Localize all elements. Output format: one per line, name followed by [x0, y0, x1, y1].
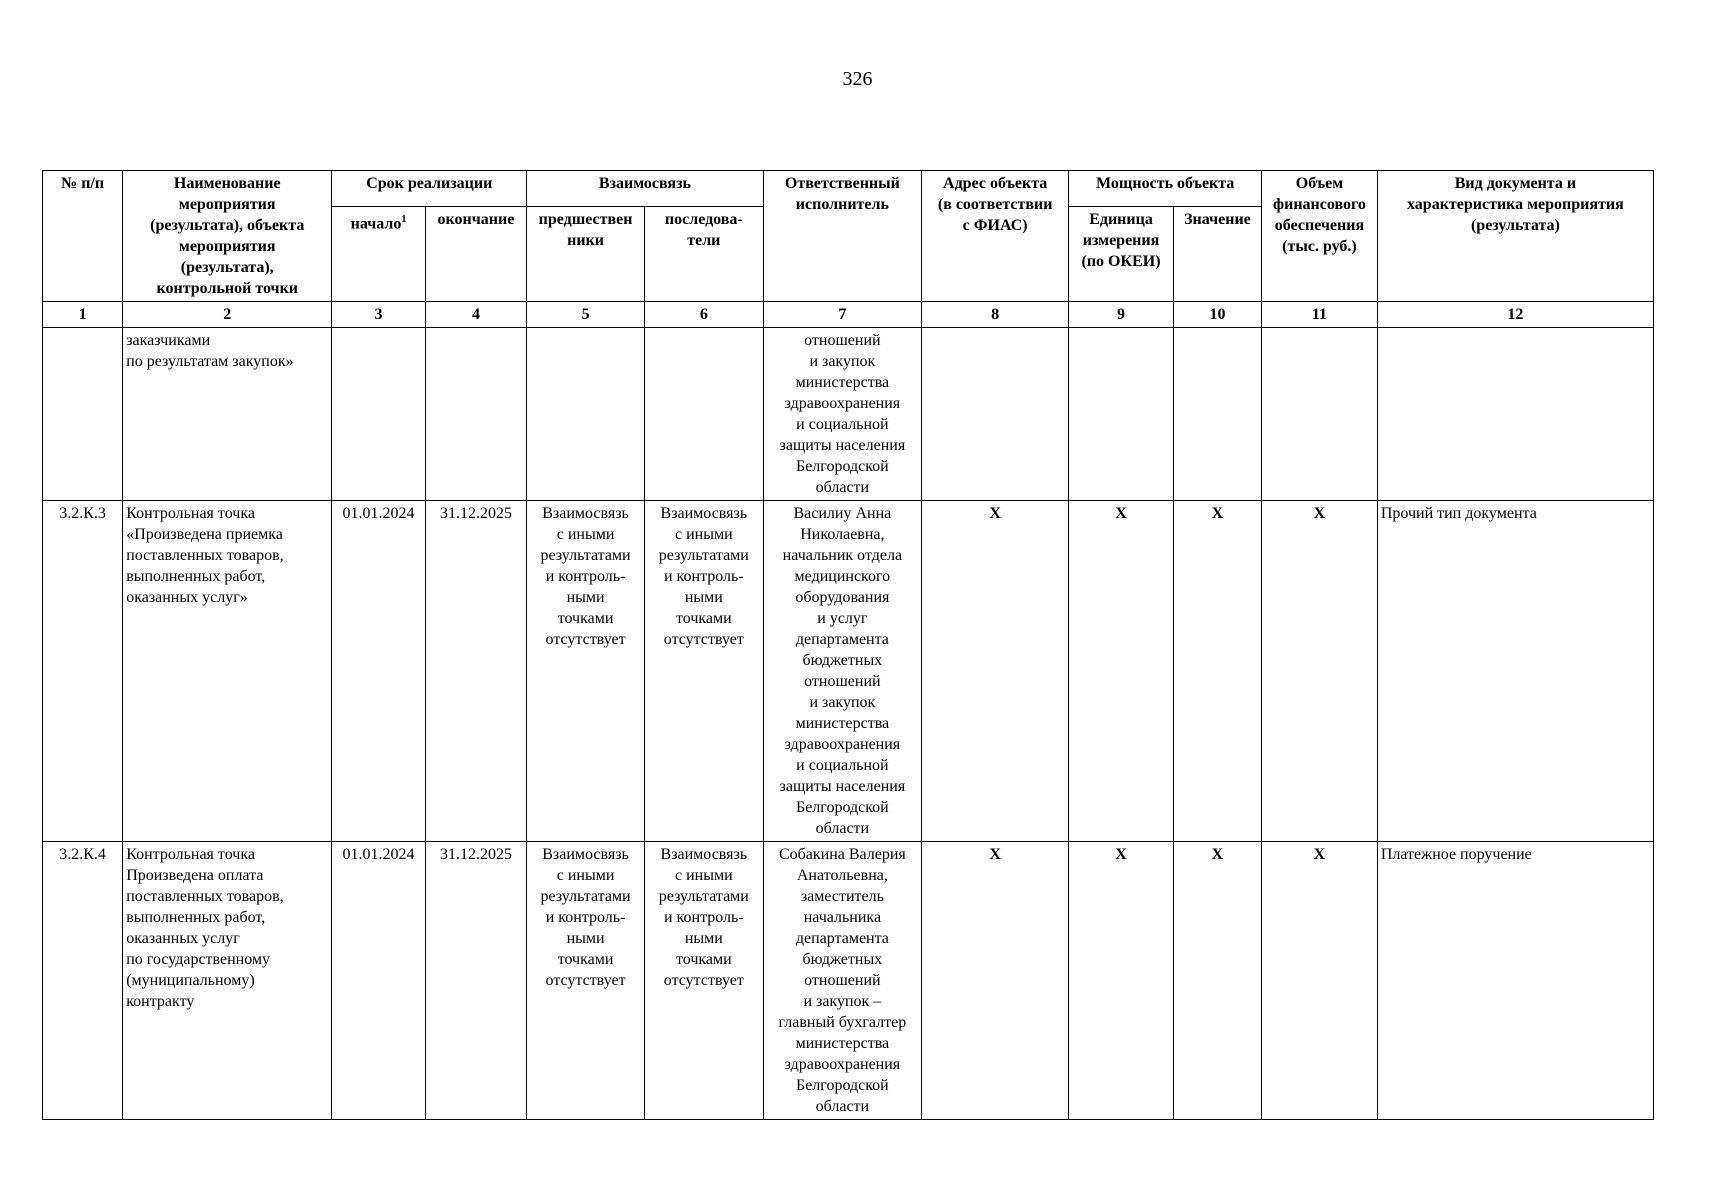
header-term: Срок реализации: [332, 171, 527, 207]
column-number: 7: [763, 302, 921, 328]
header-address: Адрес объекта (в соответствии с ФИАС): [922, 171, 1069, 302]
row-number: 3.2.К.4: [43, 842, 123, 1120]
row-value: [1173, 328, 1261, 501]
row-unit: [1069, 328, 1174, 501]
row-end: 31.12.2025: [425, 501, 527, 842]
row-responsible: Собакина Валерия Анатольевна, заместитель начальника департамента бюджетных отношений и закупок – главный бухгалтер министерства здравоохранения Белгородской области: [763, 842, 921, 1120]
header-doc-type: Вид документа и характеристика мероприятия (результата): [1377, 171, 1653, 302]
row-end: [425, 328, 527, 501]
column-number: 9: [1069, 302, 1174, 328]
row-unit: X: [1069, 501, 1174, 842]
row-number: [43, 328, 123, 501]
table-row: [43, 842, 1654, 1120]
row-responsible: отношений и закупок министерства здравоохранения и социальной защиты населения Белгородской области: [763, 328, 921, 501]
row-start: 01.01.2024: [332, 501, 425, 842]
column-number-row: [43, 302, 1654, 328]
header-unit: Единица измерения (по ОКЕИ): [1069, 207, 1174, 302]
header-successors: последова- тели: [644, 207, 763, 302]
row-responsible: Василиу Анна Николаевна, начальник отдела медицинского оборудования и услуг департамента бюджетных отношений и закупок министерства здравоохранения и социальной защиты населения Белгородской области: [763, 501, 921, 842]
row-volume: X: [1262, 501, 1378, 842]
header-relation: Взаимосвязь: [527, 171, 764, 207]
row-doc: Платежное поручение: [1377, 842, 1653, 1120]
footnote-mark: 1: [401, 214, 407, 226]
row-doc: Прочий тип документа: [1377, 501, 1653, 842]
column-number: 12: [1377, 302, 1653, 328]
row-start: 01.01.2024: [332, 842, 425, 1120]
row-predecessors: Взаимосвязь с иными результатами и контроль- ными точками отсутствует: [527, 842, 645, 1120]
plan-table: [42, 170, 1654, 1120]
header-start: [332, 207, 425, 302]
row-predecessors: Взаимосвязь с иными результатами и контроль- ными точками отсутствует: [527, 501, 645, 842]
header-capacity: Мощность объекта: [1069, 171, 1262, 207]
row-volume: X: [1262, 842, 1378, 1120]
column-number: 11: [1262, 302, 1378, 328]
row-successors: Взаимосвязь с иными результатами и контроль- ными точками отсутствует: [644, 842, 763, 1120]
header-start-label: начало: [350, 215, 402, 233]
header-number: № п/п: [43, 171, 123, 302]
table-row: [43, 328, 1654, 501]
header-name: Наименование мероприятия (результата), объекта мероприятия (результата), контрольной точки: [123, 171, 332, 302]
row-value: X: [1173, 501, 1261, 842]
column-number: 3: [332, 302, 425, 328]
header-row-1: [43, 171, 1654, 207]
row-unit: X: [1069, 842, 1174, 1120]
row-start: [332, 328, 425, 501]
page-number: 326: [842, 68, 873, 90]
row-address: X: [922, 842, 1069, 1120]
row-successors: Взаимосвязь с иными результатами и контроль- ными точками отсутствует: [644, 501, 763, 842]
column-number: 8: [922, 302, 1069, 328]
row-address: [922, 328, 1069, 501]
header-end: окончание: [425, 207, 527, 302]
column-number: 4: [425, 302, 527, 328]
row-value: X: [1173, 842, 1261, 1120]
column-number: 1: [43, 302, 123, 328]
row-end: 31.12.2025: [425, 842, 527, 1120]
row-name: заказчиками по результатам закупок»: [123, 328, 332, 501]
column-number: 6: [644, 302, 763, 328]
table-row: [43, 501, 1654, 842]
row-name: Контрольная точка «Произведена приемка поставленных товаров, выполненных работ, оказанных услуг»: [123, 501, 332, 842]
header-predecessors: предшествен ники: [527, 207, 645, 302]
row-volume: [1262, 328, 1378, 501]
column-number: 10: [1173, 302, 1261, 328]
row-name: Контрольная точка Произведена оплата поставленных товаров, выполненных работ, оказанных услуг по государственному (муниципальному) контракту: [123, 842, 332, 1120]
row-doc: [1377, 328, 1653, 501]
column-number: 2: [123, 302, 332, 328]
column-number: 5: [527, 302, 645, 328]
row-successors: [644, 328, 763, 501]
row-number: 3.2.К.3: [43, 501, 123, 842]
row-address: X: [922, 501, 1069, 842]
header-responsible: Ответственный исполнитель: [763, 171, 921, 302]
header-value: Значение: [1173, 207, 1261, 302]
header-volume: Объем финансового обеспечения (тыс. руб.): [1262, 171, 1378, 302]
row-predecessors: [527, 328, 645, 501]
